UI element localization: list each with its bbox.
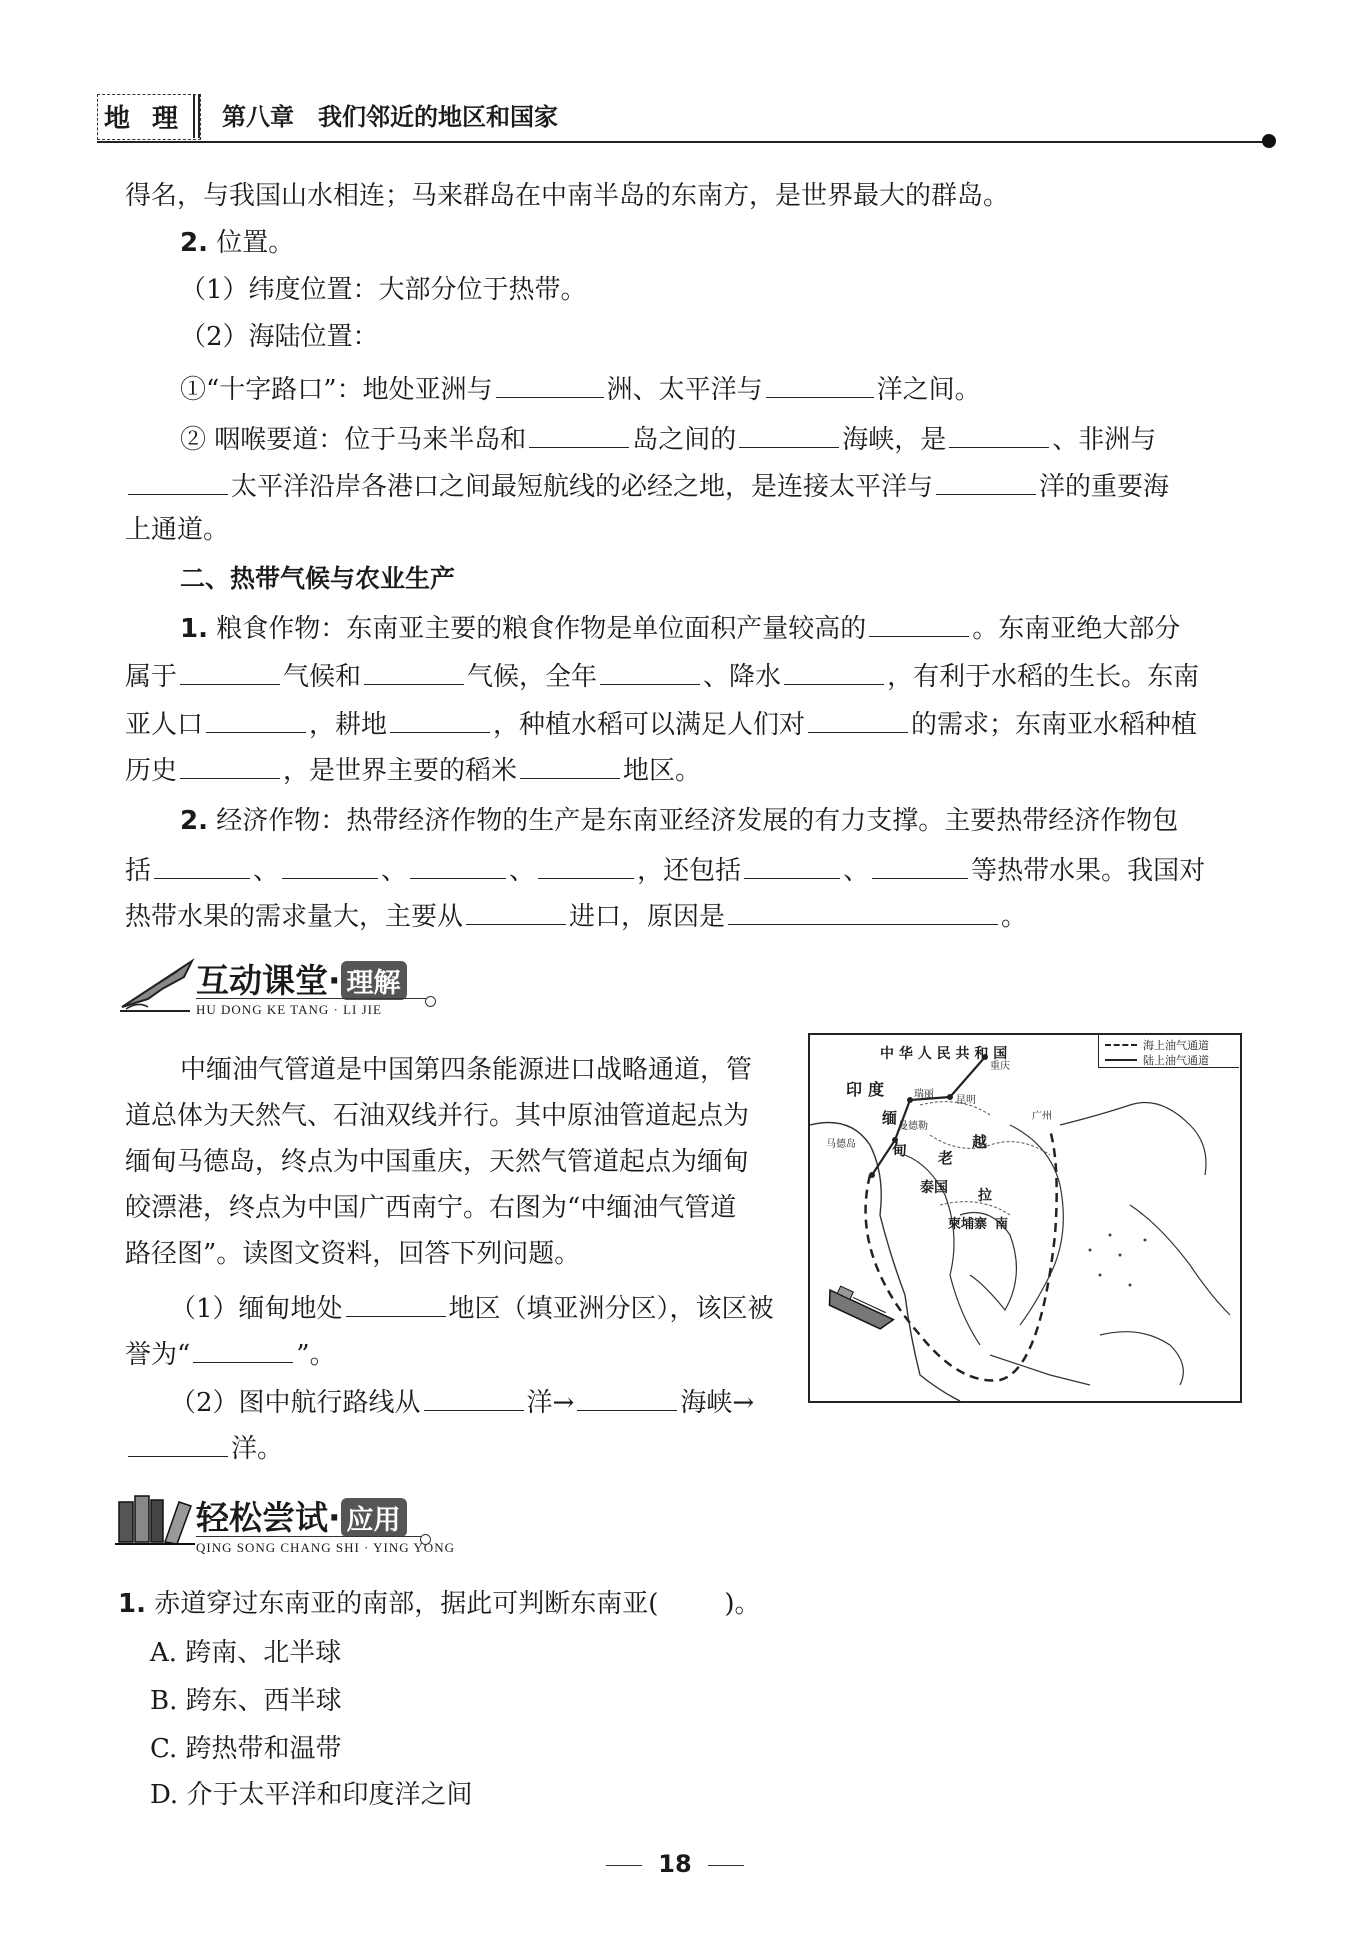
label-laos: 老 [938,1149,954,1167]
label-myanmar-2: 甸 [892,1141,908,1159]
option-a[interactable]: A. 跨南、北半球 [150,1638,342,1668]
text-line: 上通道。 [125,515,230,545]
map-legend [1098,1035,1239,1068]
text-line: 属于 气候和 气候，全年 、降水 ，有利于水稻的生长。东南 [125,658,1199,694]
banner-subtitle: HU DONG KE TANG · LI JIE [196,1002,382,1017]
feather-pen-icon [118,955,198,1020]
answer-blank[interactable] [206,706,306,733]
label-vietnam-2: 拉 [978,1188,992,1204]
question-1: 1. 赤道穿过东南亚的南部，据此可判断东南亚( )。 [118,1589,761,1619]
page-number-row [0,1850,1350,1878]
answer-blank[interactable] [529,421,629,448]
banner-tag: 应用 [341,1498,407,1537]
header-dot [1262,134,1276,148]
map-title-china: 中 华 人 民 共 和 国 [880,1046,1008,1062]
answer-blank[interactable] [346,1290,446,1317]
answer-blank[interactable] [538,852,634,879]
label-vietnam-3: 南 [995,1217,1009,1232]
text-line: 得名，与我国山水相连；马来群岛在中南半岛的东南方，是世界最大的群岛。 [125,181,1010,211]
answer-blank[interactable] [766,371,874,398]
banner-rule [196,1536,421,1537]
answer-blank[interactable] [744,852,840,879]
answer-blank[interactable] [600,658,700,685]
header-rule [97,141,1267,143]
sea-route-swatch [1105,1044,1137,1046]
books-icon [115,1488,195,1553]
text-line: 中缅油气管道是中国第四条能源进口战略通道，管 [180,1055,753,1085]
answer-blank[interactable] [869,610,969,637]
answer-blank[interactable] [193,1336,293,1363]
text-line: ② 咽喉要道：位于马来半岛和 岛之间的 海峡，是 、非洲与 [180,421,1156,457]
text-line: 2. 位置。 [180,228,295,258]
answer-blank[interactable] [949,421,1049,448]
page-dash-right [708,1865,744,1866]
label-ruili: 瑞丽 [914,1089,934,1100]
text-line: 路径图”。读图文资料，回答下列问题。 [125,1239,581,1269]
answer-blank[interactable] [364,658,464,685]
answer-blank[interactable] [728,898,998,925]
label-mandalay: 曼德勒 [898,1121,928,1132]
answer-blank[interactable] [808,706,908,733]
answer-blank[interactable] [466,898,566,925]
text-line: 热带水果的需求量大，主要从 进口，原因是 。 [125,898,1027,934]
text-line: 亚人口 ，耕地 ，种植水稻可以满足人们对 的需求；东南亚水稻种植 [125,706,1197,742]
label-kunming: 昆明 [956,1095,976,1106]
label-thailand: 泰国 [920,1180,948,1196]
option-c[interactable]: C. 跨热带和温带 [150,1734,342,1764]
legend-sea-label: 海上油气通道 [1143,1039,1209,1052]
text-line: 缅甸马德岛，终点为中国重庆，天然气管道起点为缅甸 [125,1147,750,1177]
subject-label: 地理 [104,104,201,134]
answer-blank[interactable] [784,658,884,685]
answer-blank[interactable] [282,852,378,879]
banner-subtitle: QING SONG CHANG SHI · YING YONG [196,1540,455,1555]
text-line: ①“十字路口”：地处亚洲与 洲、太平洋与 洋之间。 [180,371,981,407]
text-line: 誉为“ ”。 [125,1336,336,1372]
answer-blank[interactable] [577,1384,677,1411]
banner-dot [420,1534,431,1545]
text-line: 括 、 、 、 ，还包括 、 等热带水果。我国对 [125,852,1205,888]
label-cambodia: 柬埔寨 [948,1217,988,1232]
banner-tag: 理解 [341,961,407,1000]
section-heading: 二、热带气候与农业生产 [180,564,456,593]
text-line: （2）海陆位置： [180,322,379,352]
text-line: 1. 粮食作物：东南亚主要的粮食作物是单位面积产量较高的 。东南亚绝大部分 [180,610,1180,646]
label-guangzhou: 广州 [1032,1111,1052,1122]
banner-dot [425,996,436,1007]
text-line: 道总体为天然气、石油双线并行。其中原油管道起点为 [125,1101,750,1131]
banner-exercise-title: 轻松尝试· 应用 [196,1492,407,1539]
text-line: 太平洋沿岸各港口之间最短航线的必经之地，是连接太平洋与 洋的重要海 [125,468,1169,504]
text-line: （2）图中航行路线从 洋→ 海峡→ [170,1384,754,1420]
text-line: （1）缅甸地处 地区（填亚洲分区），该区被 [170,1290,774,1326]
text-line: （1）纬度位置：大部分位于热带。 [180,275,587,305]
answer-blank[interactable] [390,706,490,733]
text-line: 皎漂港，终点为中国广西南宁。右图为“中缅油气管道 [125,1193,737,1223]
label-chongqing: 重庆 [990,1061,1010,1072]
text-line: 历史 ，是世界主要的稻米 地区。 [125,752,701,788]
answer-blank[interactable] [180,752,280,779]
label-vietnam-1: 越 [972,1133,988,1151]
chapter-title: 第八章 我们邻近的地区和国家 [222,103,558,131]
answer-blank[interactable] [128,1430,228,1457]
page-dash-left [606,1865,642,1866]
answer-blank[interactable] [872,852,968,879]
text-line: 洋。 [125,1430,283,1466]
label-myanmar-1: 缅 [882,1109,898,1127]
answer-blank[interactable] [128,468,228,495]
text-line: 2. 经济作物：热带经济作物的生产是东南亚经济发展的有力支撑。主要热带经济作物包 [180,806,1179,836]
option-b[interactable]: B. 跨东、西半球 [150,1686,342,1716]
answer-blank[interactable] [936,468,1036,495]
banner-interactive-title: 互动课堂· 理解 [196,955,407,1002]
pipeline-route-map [808,1033,1242,1403]
answer-blank[interactable] [424,1384,524,1411]
answer-blank[interactable] [410,852,506,879]
banner-rule [196,998,426,999]
answer-blank[interactable] [496,371,604,398]
answer-blank[interactable] [180,658,280,685]
label-india-2: 度 [868,1080,885,1099]
legend-land-label: 陆上油气通道 [1143,1054,1209,1067]
label-made-island: 马德岛 [826,1139,856,1150]
page-number: 18 [658,1850,692,1878]
land-route-swatch [1105,1059,1137,1061]
header-separator [193,94,200,138]
answer-blank[interactable] [154,852,250,879]
label-india-1: 印 [846,1080,863,1099]
option-d[interactable]: D. 介于太平洋和印度洋之间 [150,1780,473,1810]
answer-blank[interactable] [739,421,839,448]
answer-blank[interactable] [520,752,620,779]
